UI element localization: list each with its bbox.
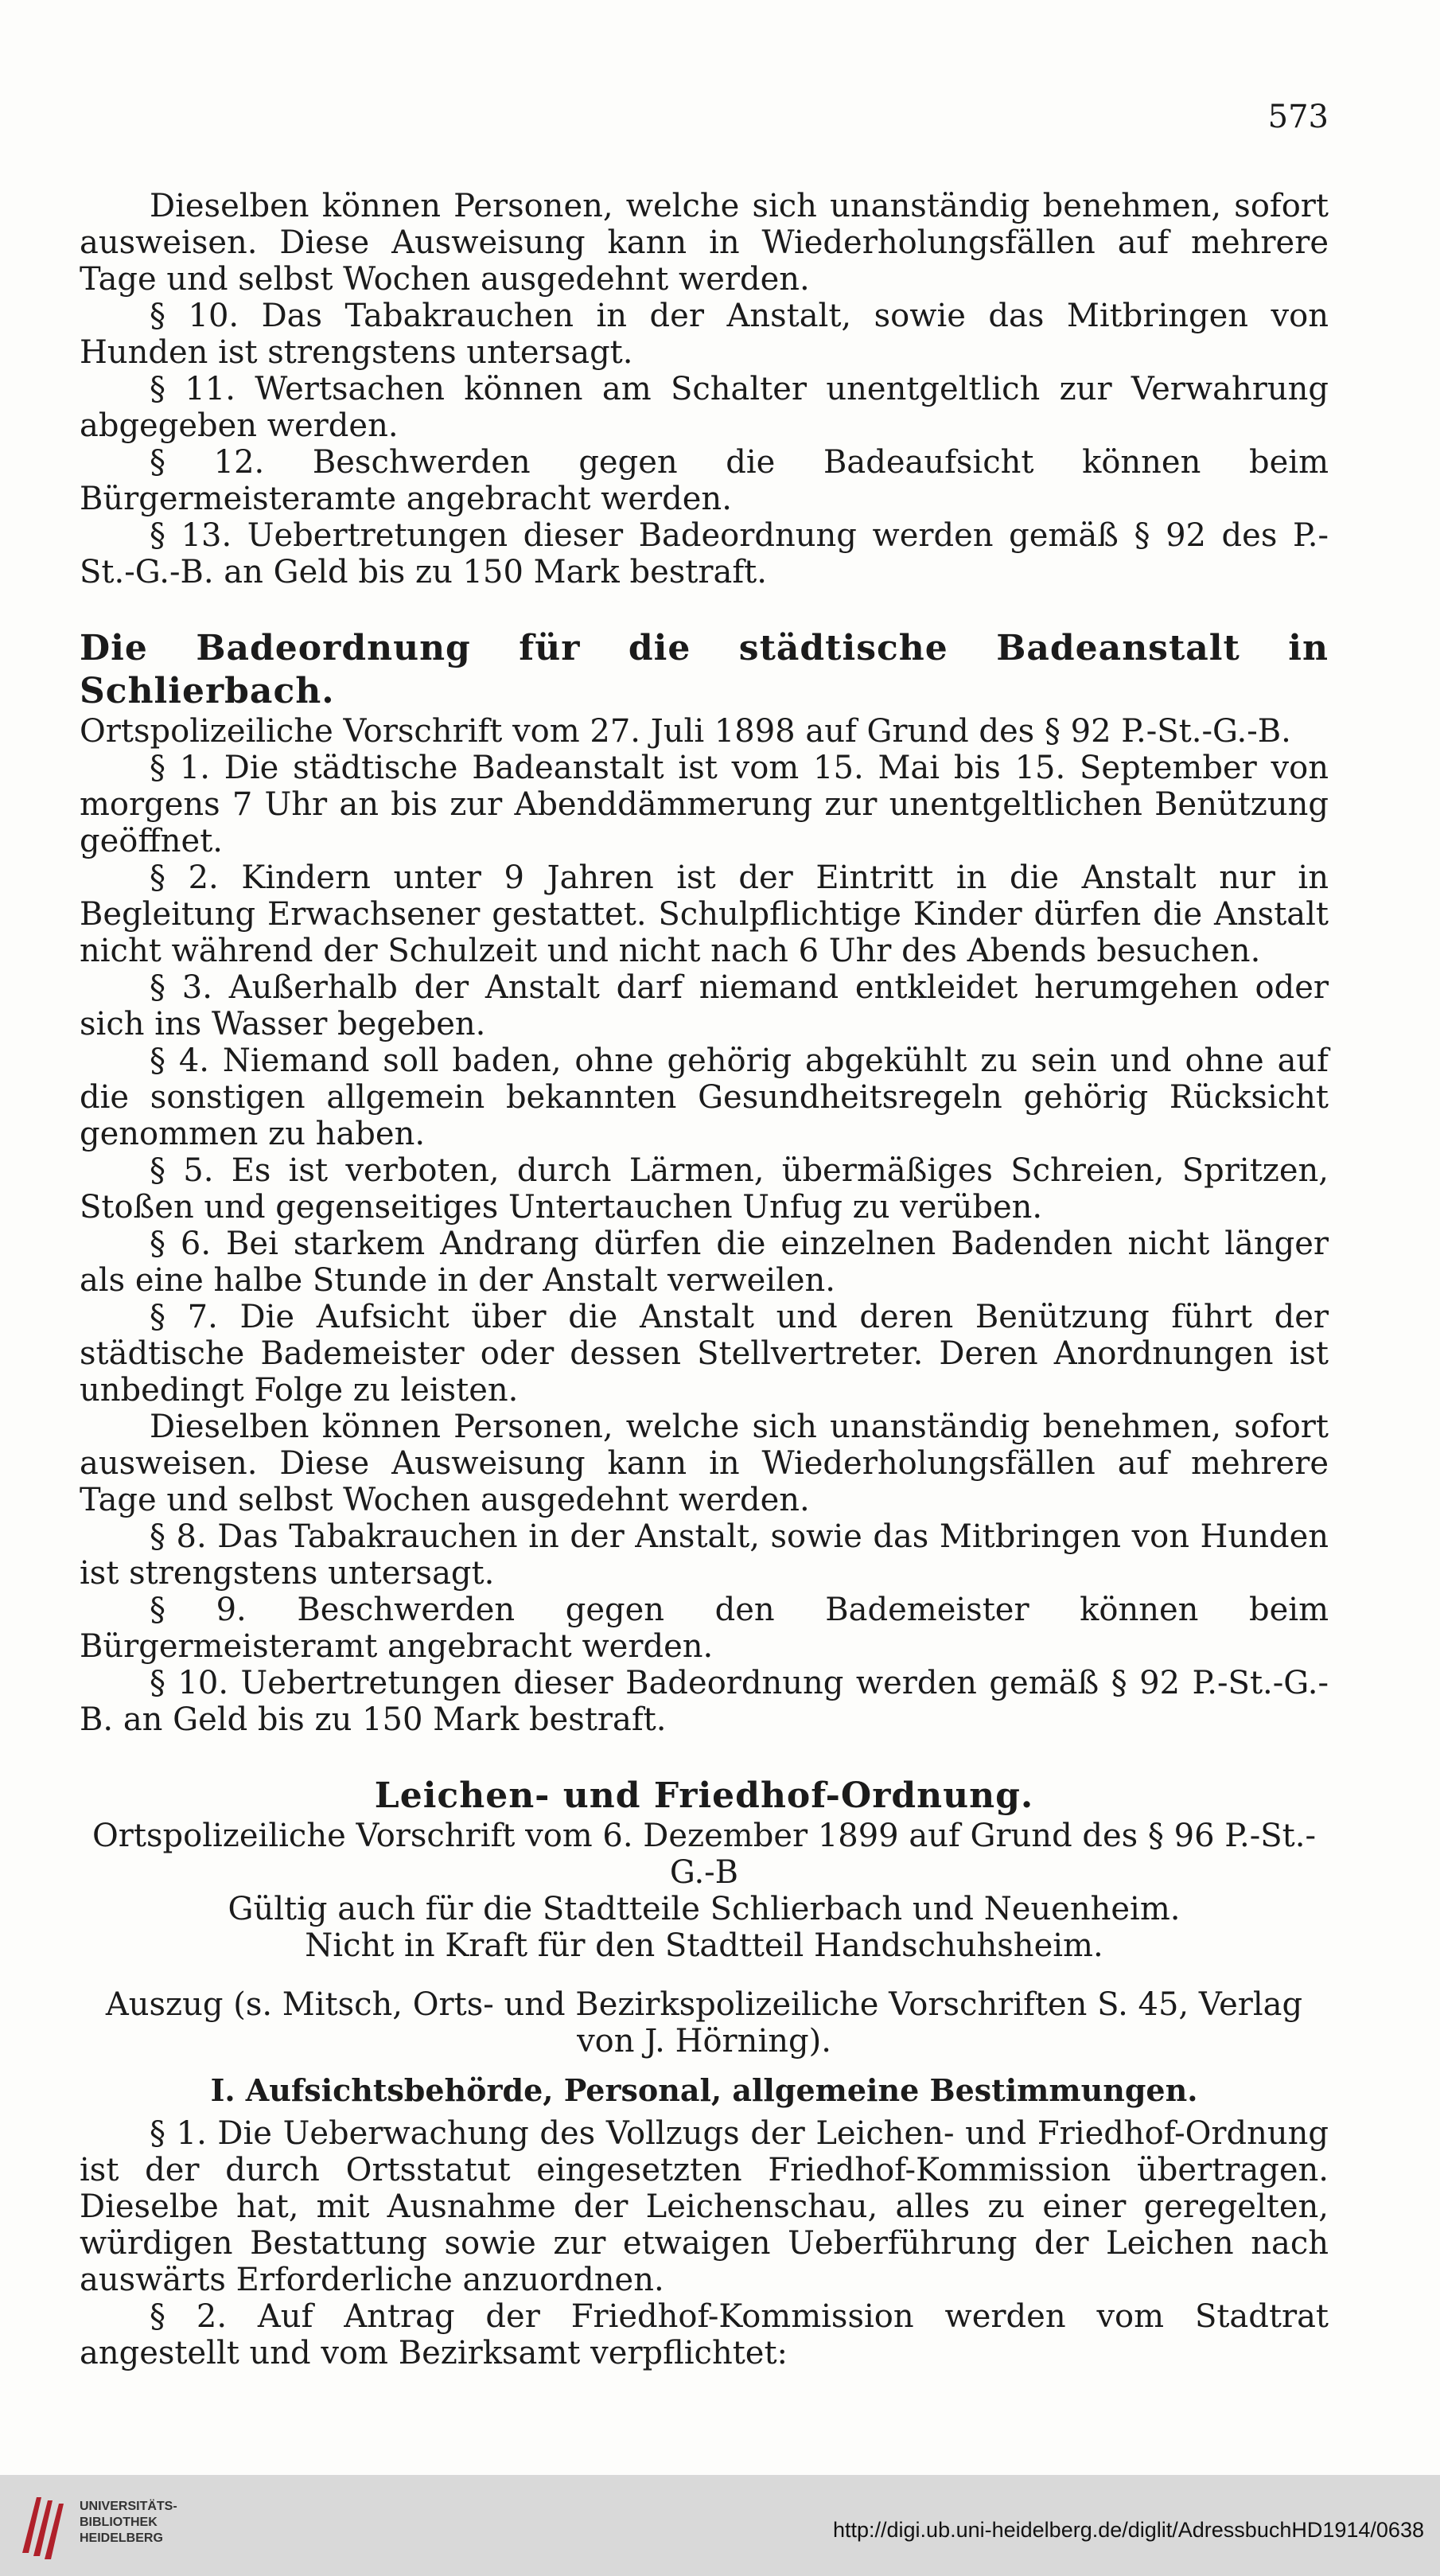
page-number: 573 — [1267, 99, 1329, 135]
section-subtitle: Nicht in Kraft für den Stadtteil Handschuhsheim. — [305, 1927, 1103, 1964]
paragraph: § 1. Die städtische Badeanstalt ist vom 15. Mai bis 15. September von morgens 7 Uhr an bis zur Abenddämmerung zur unentgeltlichen Benützung geöffnet. — [80, 750, 1329, 859]
paragraph: § 8. Das Tabakrauchen in der Anstalt, sowie das Mitbringen von Hunden ist strengstens untersagt. — [80, 1518, 1329, 1592]
paragraph: § 9. Beschwerden gegen den Bademeister können beim Bürgermeisteramt angebracht werden. — [80, 1592, 1329, 1665]
paragraph: § 2. Kindern unter 9 Jahren ist der Eintritt in die Anstalt nur in Begleitung Erwachsener gestattet. Schulpflichtige Kinder dürfen die Anstalt nicht während der Schulzeit und nicht nach 6 Uhr des Abends besuchen. — [80, 859, 1329, 969]
section-title: Die Badeordnung für die städtische Badeanstalt in Schlierbach. — [80, 628, 1329, 711]
section-friedhof — [80, 1775, 1329, 2371]
paragraph: § 10. Uebertretungen dieser Badeordnung werden gemäß § 92 P.-St.-G.-B. an Geld bis zu 150 Mark bestraft. — [80, 1665, 1329, 1738]
section-subtitle: Gültig auch für die Stadtteile Schlierbach und Neuenheim. — [228, 1891, 1181, 1927]
paragraph: Dieselben können Personen, welche sich unanständig benehmen, sofort ausweisen. Diese Ausweisung kann in Wiederholungsfällen auf mehrere Tage und selbst Wochen ausgedehnt werden. — [80, 1409, 1329, 1518]
paragraph: § 7. Die Aufsicht über die Anstalt und deren Benützung führt der städtische Bademeister oder dessen Stellvertreter. Deren Anordnungen ist unbedingt Folge zu leisten. — [80, 1299, 1329, 1409]
text-column — [80, 188, 1329, 2371]
subsection-heading: I. Aufsichtsbehörde, Personal, allgemeine Bestimmungen. — [210, 2072, 1198, 2108]
footer-bar — [0, 2475, 1440, 2576]
section-subtitle: Ortspolizeiliche Vorschrift vom 6. Dezember 1899 auf Grund des § 96 P.-St.-G.-B — [92, 1818, 1316, 1891]
paragraph: § 11. Wertsachen können am Schalter unentgeltlich zur Verwahrung abgegeben werden. — [80, 371, 1329, 444]
paragraph: § 5. Es ist verboten, durch Lärmen, übermäßiges Schreien, Spritzen, Stoßen und gegenseitiges Untertauchen Unfug zu verüben. — [80, 1152, 1329, 1226]
section-subtitle: Ortspolizeiliche Vorschrift vom 27. Juli 1898 auf Grund des § 92 P.-St.-G.-B. — [80, 713, 1291, 750]
library-name: UNIVERSITÄTS- BIBLIOTHEK HEIDELBERG — [80, 2500, 177, 2545]
paragraph: § 12. Beschwerden gegen die Badeaufsicht können beim Bürgermeisteramte angebracht werden. — [80, 444, 1329, 517]
paragraph: § 10. Das Tabakrauchen in der Anstalt, sowie das Mitbringen von Hunden ist strengstens untersagt. — [80, 298, 1329, 371]
section-title: Leichen- und Friedhof-Ordnung. — [374, 1775, 1034, 1816]
paragraph: § 13. Uebertretungen dieser Badeordnung werden gemäß § 92 des P.-St.-G.-B. an Geld bis zu 150 Mark bestraft. — [80, 517, 1329, 590]
paragraph: § 3. Außerhalb der Anstalt darf niemand entkleidet herumgehen oder sich ins Wasser begeben. — [80, 969, 1329, 1042]
paragraph: § 1. Die Ueberwachung des Vollzugs der Leichen- und Friedhof-Ordnung ist der durch Ortsstatut eingesetzten Friedhof-Kommission übertragen. Dieselbe hat, mit Ausnahme der Leichenschau, alles zu einer geregelten, würdigen Bestattung sowie zur etwaigen Ueberführung der Leichen nach auswärts Erforderliche anzuordnen. — [80, 2115, 1329, 2298]
paragraph: Dieselben können Personen, welche sich unanständig benehmen, sofort ausweisen. Diese Ausweisung kann in Wiederholungsfällen auf mehrere Tage und selbst Wochen ausgedehnt werden. — [80, 188, 1329, 298]
source-url[interactable]: http://digi.ub.uni-heidelberg.de/diglit/AdressbuchHD1914/0638 — [832, 2518, 1424, 2542]
paragraph: § 4. Niemand soll baden, ohne gehörig abgekühlt zu sein und ohne auf die sonstigen allgemein bekannten Gesundheitsregeln gehörig Rücksicht genommen zu haben. — [80, 1042, 1329, 1152]
excerpt-note: Auszug (s. Mitsch, Orts- und Bezirkspolizeiliche Vorschriften S. 45, Verlag von J. Hörning). — [105, 1986, 1303, 2060]
library-logo-icon — [18, 2489, 65, 2562]
paragraph: § 6. Bei starkem Andrang dürfen die einzelnen Badenden nicht länger als eine halbe Stunde in der Anstalt verweilen. — [80, 1226, 1329, 1299]
paragraph: § 2. Auf Antrag der Friedhof-Kommission werden vom Stadtrat angestellt und vom Bezirksamt verpflichtet: — [80, 2298, 1329, 2371]
section-schlierbach — [80, 627, 1329, 1738]
